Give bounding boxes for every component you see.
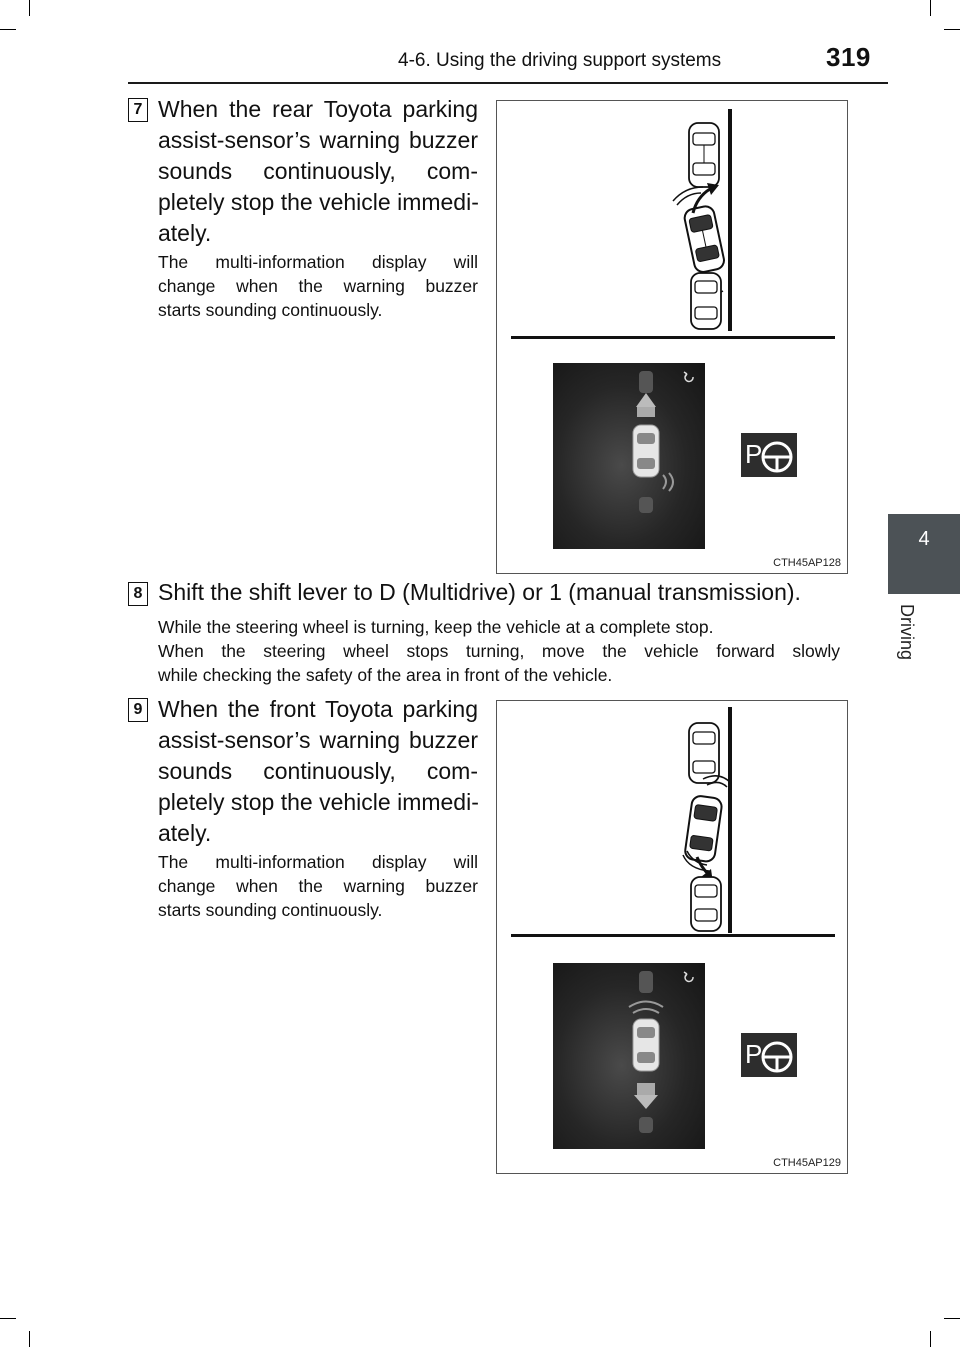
section-title: 4-6. Using the driving support systems xyxy=(398,50,722,71)
figure-code: CTH45AP129 xyxy=(773,1157,841,1169)
car-top-view-icon xyxy=(684,795,723,863)
parking-steering-wheel-glyph xyxy=(741,1033,797,1077)
movement-arrow-icon xyxy=(637,1083,655,1095)
car-top-view-icon xyxy=(633,1019,659,1071)
figure-front-sensor xyxy=(496,700,848,1174)
crop-mark xyxy=(944,1318,960,1319)
sensor-wave-icon xyxy=(663,473,673,491)
movement-arrow-icon xyxy=(634,1095,658,1109)
sensor-segment xyxy=(639,371,653,393)
chapter-label-wrap xyxy=(895,604,925,694)
crop-mark xyxy=(0,1318,16,1319)
sensor-segment xyxy=(639,1117,653,1133)
parking-boundary-line xyxy=(728,109,732,331)
parking-boundary-line xyxy=(728,707,732,933)
step-number-badge: 8 xyxy=(128,582,148,606)
svg-text:P: P xyxy=(745,439,763,469)
movement-arrow-icon xyxy=(637,407,655,417)
step-7-line: pletely stop the vehicle immedi- xyxy=(158,189,479,215)
step-7-text xyxy=(158,94,478,249)
step-9-note-line: change when the warning buzzer xyxy=(158,876,478,896)
figure-divider xyxy=(511,336,835,339)
step-8-note-line: while checking the safety of the area in front of the vehicle. xyxy=(158,665,613,685)
step-9-note xyxy=(158,850,478,922)
step-8-note-line: When the steering wheel stops turning, move the vehicle forward slowly xyxy=(158,641,840,661)
svg-text:P: P xyxy=(745,1039,763,1069)
crop-mark xyxy=(29,1331,30,1347)
header-rule xyxy=(128,82,888,84)
back-arrow-icon xyxy=(684,372,693,381)
step-7-note xyxy=(158,250,478,322)
step-7-line: When the rear Toyota parking xyxy=(158,96,478,122)
step-9-line: assist-sensor’s warning buzzer xyxy=(158,727,478,753)
figure-code: CTH45AP128 xyxy=(773,557,841,569)
car-top-view-icon xyxy=(689,123,719,187)
step-7-line: sounds continuously, com- xyxy=(158,158,478,184)
step-7-note-line: change when the warning buzzer xyxy=(158,276,478,296)
step-7-line: assist-sensor’s warning buzzer xyxy=(158,127,478,153)
page-number: 319 xyxy=(826,42,871,72)
parking-maneuver-illustration xyxy=(497,101,847,331)
crop-mark xyxy=(0,29,16,30)
crop-mark xyxy=(29,0,30,16)
parking-steering-wheel-glyph xyxy=(741,433,797,477)
back-arrow-icon xyxy=(684,972,693,981)
step-8-note-line: While the steering wheel is turning, keep the vehicle at a complete stop. xyxy=(158,617,714,637)
car-top-view-icon xyxy=(689,723,719,783)
car-top-view-icon xyxy=(683,205,726,274)
chapter-label: Driving xyxy=(897,604,917,661)
car-top-view-icon xyxy=(691,877,721,931)
step-9-line: pletely stop the vehicle immedi- xyxy=(158,789,479,815)
step-9-line: ately. xyxy=(158,820,212,846)
step-9-note-line: The multi-information display will xyxy=(158,852,478,872)
step-9-note-line: starts sounding continuously. xyxy=(158,900,383,920)
figure-divider xyxy=(511,934,835,937)
multi-information-display xyxy=(553,963,705,1149)
display-graphic xyxy=(553,963,705,1149)
step-number-badge: 7 xyxy=(128,98,148,122)
crop-mark xyxy=(930,0,931,16)
step-7-line: ately. xyxy=(158,220,212,246)
chapter-tab xyxy=(888,514,960,594)
parking-steering-wheel-icon xyxy=(741,1033,797,1077)
car-top-view-icon xyxy=(633,425,659,477)
crop-mark xyxy=(930,1331,931,1347)
step-7-note-line: starts sounding continuously. xyxy=(158,300,383,320)
multi-information-display xyxy=(553,363,705,549)
sensor-wave-icon xyxy=(629,1002,663,1014)
step-9-text xyxy=(158,694,478,849)
car-top-view-icon xyxy=(691,273,721,329)
display-graphic xyxy=(553,363,705,549)
figure-rear-sensor xyxy=(496,100,848,574)
step-8-text: Shift the shift lever to D (Multidrive) or 1 (manual transmission). xyxy=(158,579,801,605)
crop-mark xyxy=(944,29,960,30)
step-7-note-line: The multi-information display will xyxy=(158,252,478,272)
step-number-badge: 9 xyxy=(128,698,148,722)
parking-maneuver-illustration xyxy=(497,701,847,933)
sensor-segment xyxy=(639,497,653,513)
step-8-note xyxy=(158,615,840,687)
step-9-line: sounds continuously, com- xyxy=(158,758,478,784)
parking-steering-wheel-icon xyxy=(741,433,797,477)
chapter-number: 4 xyxy=(918,528,930,550)
step-9-line: When the front Toyota parking xyxy=(158,696,478,722)
movement-arrow-icon xyxy=(636,393,656,407)
sensor-segment xyxy=(639,971,653,993)
